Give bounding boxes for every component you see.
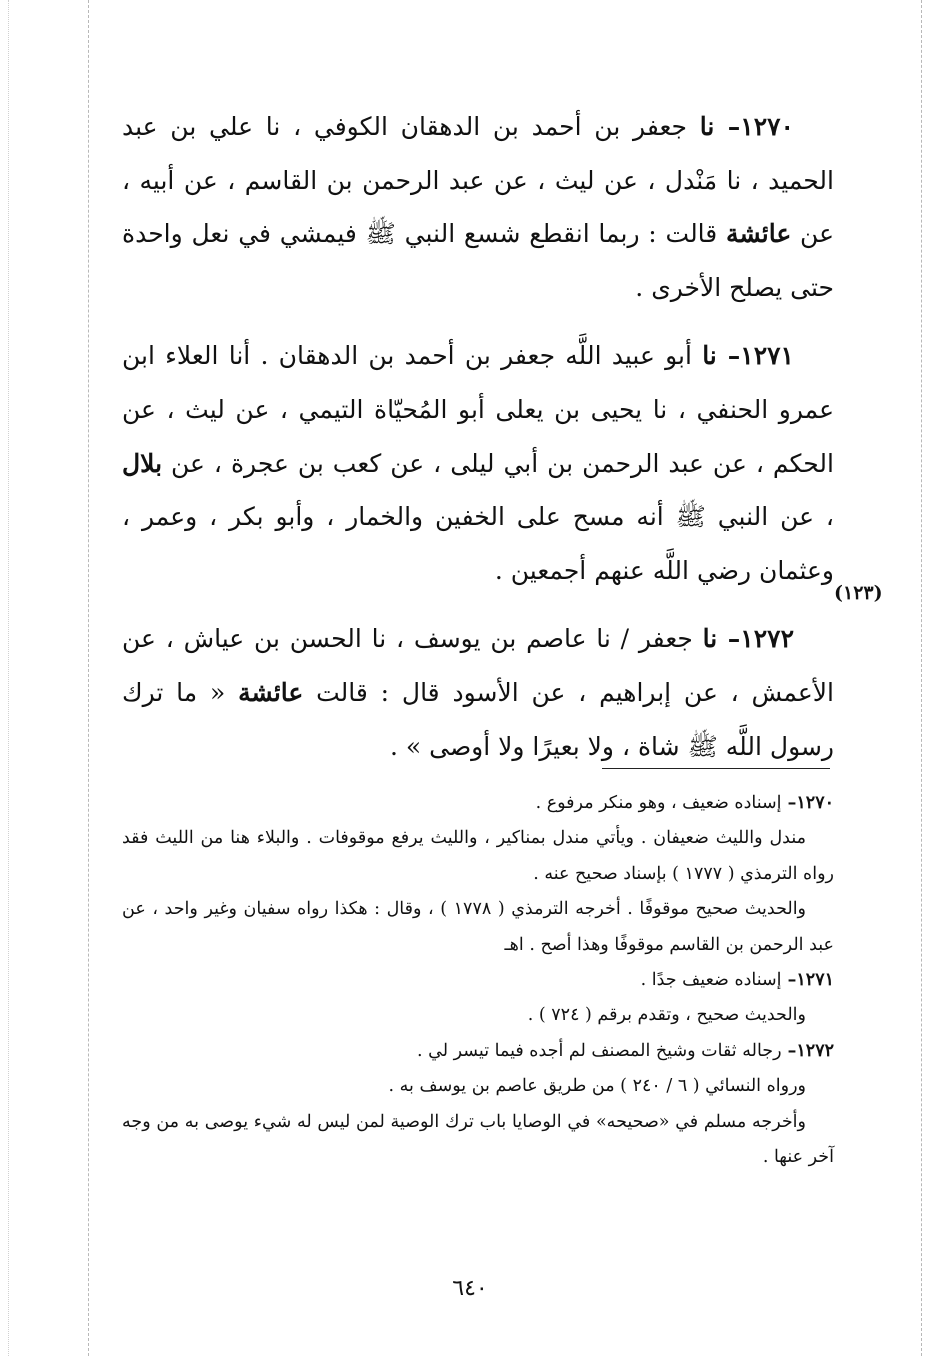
footnote-1272 (122, 1034, 834, 1069)
hadith-text-bold: عائشة (238, 677, 304, 707)
hadith-text-run: جعفر بن أحمد بن الدهقان الكوفي ، نا علي بن عبد الحميد ، نا مَنْدل ، عن ليث ، عن عبد الرحمن بن القاسم ، عن أبيه ، عن (122, 112, 834, 249)
hadith-text-bold: عائشة (726, 219, 792, 249)
hadith-text-bold: نا (699, 112, 715, 141)
hadith-1271 (122, 329, 834, 597)
scan-edge-left-outer (8, 0, 9, 1356)
footnote-line: وأخرجه مسلم في «صحيحه» في الوصايا باب ترك الوصية لمن ليس له شيء يوصى به من وجه آخر عنها . (122, 1111, 834, 1168)
footnote-number: ١٢٧٠ (796, 793, 834, 813)
footnote-dash: – (781, 793, 797, 813)
footnote-line: مندل والليث ضعيفان . ويأتي مندل بمناكير ، والليث يرفع موقوفات . والبلاء هنا من الليث فقد رواه الترمذي ( ١٧٧٧ ) بإسناد صحيح عنه . (122, 828, 834, 884)
footnote-line: ورواه النسائي ( ٦ / ٢٤٠ ) من طريق عاصم بن يوسف به . (388, 1076, 806, 1097)
hadith-dash: – (716, 341, 741, 371)
hadith-text-run: « ما ترك رسول اللَّه ﷺ شاة ، ولا بعيرًا ولا أوصى » . (122, 677, 834, 761)
footnote-text: إسناده ضعيف ، وهو منكر مرفوع . (535, 793, 782, 813)
footnote-separator (602, 768, 830, 769)
hadith-paragraph (122, 612, 834, 773)
hadith-text (122, 341, 834, 584)
footnote-number: ١٢٧٢ (796, 1040, 834, 1061)
hadith-text-run: ، عن النبي ﷺ أنه مسح على الخفين والخمار ، وأبو بكر ، وعمر ، وعثمان رضي اللَّه عنهم أجمعين . (122, 502, 834, 585)
footnote-text: رجاله ثقات وشيخ المصنف لم أجده فيما تيسر لي . (417, 1040, 782, 1061)
footnote-1271 (122, 963, 834, 998)
main-text (122, 100, 834, 788)
footnote-1270 (122, 786, 834, 821)
hadith-text-run: قالت : ربما انقطع شسع النبي ﷺ فيمشي في نعل واحدة حتى يصلح الأخرى . (122, 219, 834, 302)
hadith-text-run: أبو عبيد اللَّه جعفر بن أحمد بن الدهقان . أنا العلاء ابن عمرو الحنفي ، نا يحيى بن يعلى أبو المُحيّاة التيمي ، عن ليث ، عن الحكم ، عن عبد الرحمن بن أبي ليلى ، عن كعب بن عجرة ، عن (122, 341, 834, 478)
page-number: ٦٤٠ (452, 1276, 488, 1301)
hadith-1270 (122, 100, 834, 314)
scan-edge-left (88, 0, 89, 1356)
hadith-paragraph (122, 329, 834, 597)
hadith-dash: – (714, 112, 741, 141)
footnote-text: إسناده ضعيف جدًا . (640, 970, 782, 991)
footnote-line: والحديث صحيح موقوفًا . أخرجه الترمذي ( ١٧٧٨ ) ، وقال : هكذا رواه سفيان وغير واحد ، عن عبد الرحمن بن القاسم موقوفًا وهذا أصح . اهـ (122, 899, 834, 955)
hadith-text-run: جعفر / نا عاصم بن يوسف ، نا الحسن بن عياش ، عن الأعمش ، عن إبراهيم ، عن الأسود قال : قالت (122, 624, 834, 707)
hadith-text-bold: نا (702, 624, 718, 654)
hadith-number: ١٢٧٢ (740, 624, 794, 654)
hadith-text-bold: بلال (122, 448, 163, 478)
footnote-dash: – (781, 970, 797, 991)
hadith-text-bold: نا (702, 341, 717, 371)
scan-edge-right (921, 0, 922, 1356)
footnote-line: والحديث صحيح ، وتقدم برقم ( ٧٢٤ ) . (527, 1005, 806, 1026)
footnote-number: ١٢٧١ (796, 970, 834, 991)
hadith-dash: – (717, 624, 741, 654)
hadith-paragraph (122, 100, 834, 314)
hadith-1272 (122, 612, 834, 773)
hadith-number: ١٢٧٠ (740, 112, 794, 141)
manuscript-folio-mark: (١٢٣) (834, 582, 883, 604)
footnotes (122, 786, 834, 1175)
hadith-number: ١٢٧١ (740, 341, 794, 371)
footnote-dash: – (781, 1040, 797, 1061)
